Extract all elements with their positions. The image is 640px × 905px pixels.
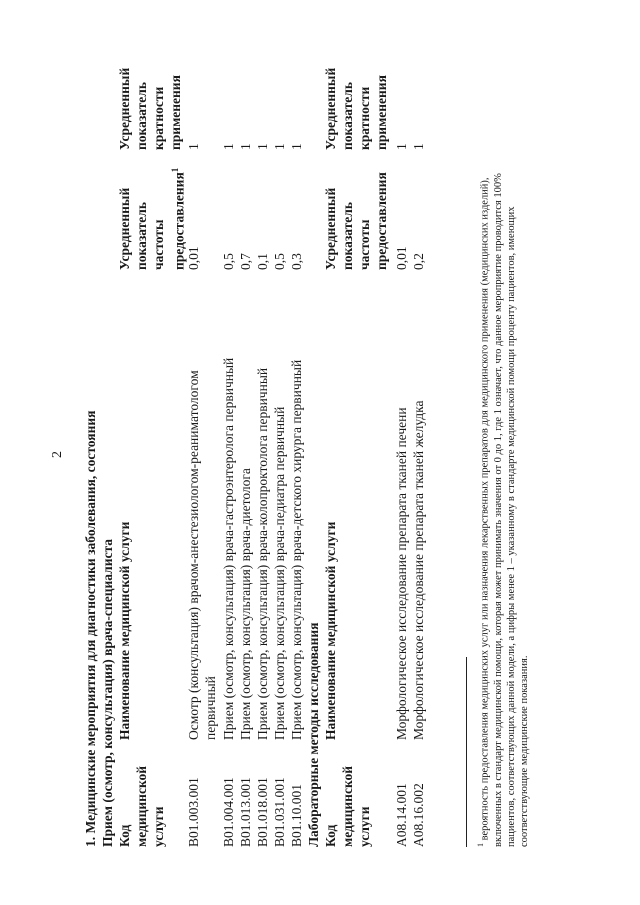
row-frequency: 0,5 [221,253,236,270]
row-name: Морфологическое исследование препарата тканей желудка [411,400,426,740]
row-frequency: 0,3 [289,253,304,270]
col-header-multiplicity: Усредненный показатель кратности применения [117,67,183,150]
row-name: Прием (осмотр, консультация) врача-детского хирурга первичный [289,359,304,740]
row-code: B01.10.001 [289,783,304,847]
row-name: Прием (осмотр, консультация) врача-гастроэнтеролога первичный [221,357,236,740]
row-frequency: 0,01 [394,246,409,270]
section-subtitle: Прием (осмотр, консультация) врача-специалиста [100,538,115,847]
row-frequency: 0,2 [411,253,426,270]
col-header-name: Наименование медицинской услуги [323,521,338,740]
row-name: Прием (осмотр, консультация) врача-педиатра первичный [272,406,287,740]
row-code: B01.013.001 [238,777,253,847]
row-multiplicity: 1 [289,143,304,150]
page-number: 2 [50,451,65,458]
footnote-marker: 1 [476,843,485,847]
col-header-frequency: Усредненный показатель частоты предоставления [323,172,389,270]
row-frequency: 0,7 [238,253,253,270]
footnote-ref: 1 [170,167,180,173]
col-header-code: Код медицинской услуги [117,765,166,847]
section-title: 1. Медицинские мероприятия для диагностики заболевания, состояния [83,410,98,847]
row-multiplicity: 1 [411,143,426,150]
footnote: $^1$ вероятность предоставления медицинских услуг или назначения лекарственных препаратов для медицинского применения (медицинских изделий), включенных в стандарт медицинской помощи, которая может принимать значения от 0 до 1, где 1 означает, что данное мероприятие проводится 100% пациентов, соответствующих данной модели, а цифры менее 1 – указанному в стандарте медицинской помощи проценту пациентов, имеющих соответствующие медицинские показания. [476,173,530,847]
section-title-lab: Лабораторные методы исследования [306,622,321,847]
row-name: Осмотр (консультация) врачом-анестезиологом-реаниматологом [186,370,201,740]
col-header-frequency: Усредненный показатель частоты предоставления$^1$ [117,167,187,270]
col-header-multiplicity: Усредненный показатель кратности применения [323,67,389,150]
row-frequency: 0,01 [186,246,201,270]
row-multiplicity: 1 [221,143,236,150]
row-code: B01.031.001 [272,777,287,847]
row-multiplicity: 1 [394,143,409,150]
row-code: B01.003.001 [186,777,201,847]
col-header-name: Наименование медицинской услуги [117,521,132,740]
row-name: Прием (осмотр, консультация) врача-диетолога [238,468,253,740]
row-frequency: 0,1 [255,253,270,270]
row-code: A08.16.002 [411,783,426,847]
row-multiplicity: 1 [272,143,287,150]
col-header-code: Код медицинской услуги [323,765,372,847]
row-multiplicity: 1 [186,143,201,150]
row-code: B01.018.001 [255,777,270,847]
row-code: B01.004.001 [221,777,236,847]
row-name: Прием (осмотр, консультация) врача-колопроктолога первичный [255,367,270,740]
row-multiplicity: 1 [238,143,253,150]
footnote-separator [466,657,467,847]
row-frequency: 0,5 [272,253,287,270]
row-multiplicity: 1 [255,143,270,150]
row-code: A08.14.001 [394,783,409,847]
row-name: Морфологическое исследование препарата тканей печени [394,407,409,740]
row-name-cont: первичный [203,676,218,740]
